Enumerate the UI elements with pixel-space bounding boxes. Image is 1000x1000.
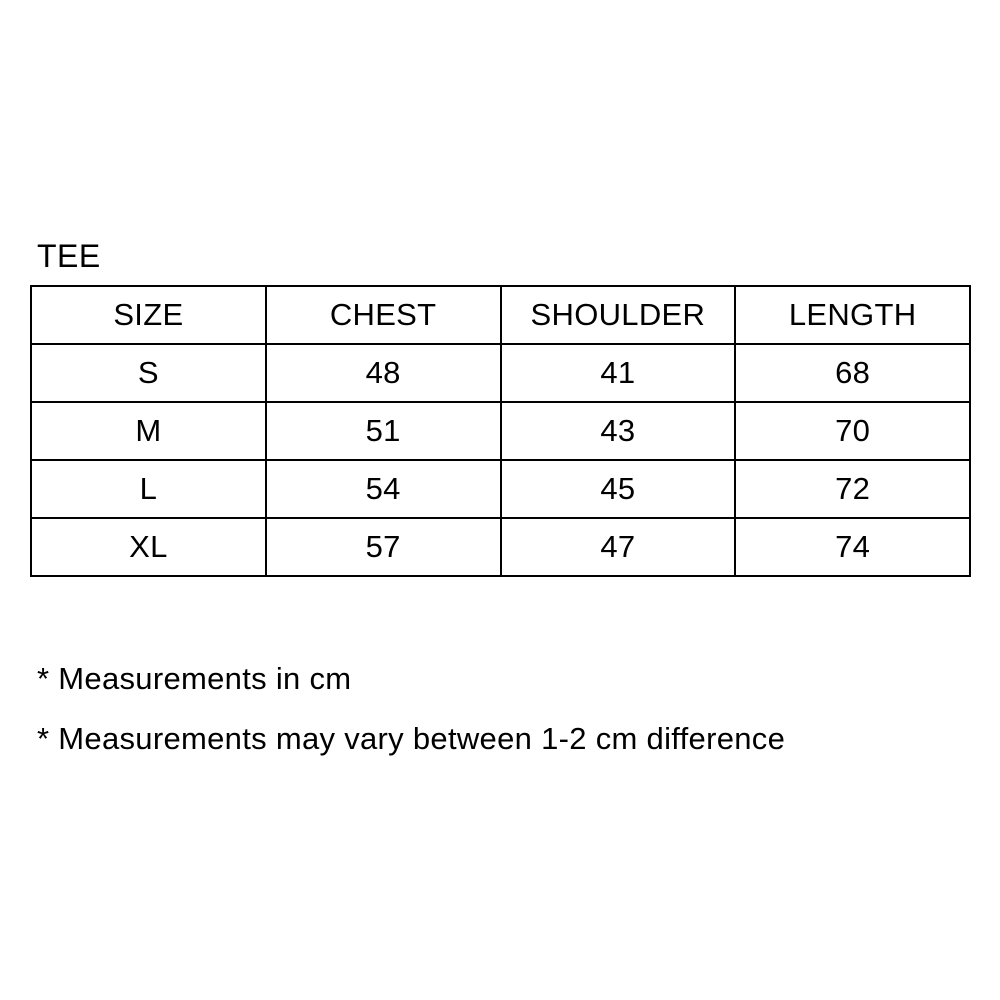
cell-chest: 48 [266,344,501,402]
note-units: * Measurements in cm [37,661,352,696]
cell-shoulder: 43 [501,402,736,460]
table-header-row [31,286,970,344]
cell-size: M [31,402,266,460]
cell-length: 72 [735,460,970,518]
chart-title: TEE [37,238,101,274]
cell-shoulder: 45 [501,460,736,518]
cell-shoulder: 47 [501,518,736,576]
table-row [31,460,970,518]
cell-length: 68 [735,344,970,402]
header-chest: CHEST [266,286,501,344]
header-length: LENGTH [735,286,970,344]
size-table [30,285,971,577]
cell-length: 74 [735,518,970,576]
cell-chest: 57 [266,518,501,576]
cell-size: S [31,344,266,402]
header-size: SIZE [31,286,266,344]
cell-chest: 51 [266,402,501,460]
cell-shoulder: 41 [501,344,736,402]
cell-size: L [31,460,266,518]
cell-length: 70 [735,402,970,460]
table-row [31,344,970,402]
table-row [31,518,970,576]
header-shoulder: SHOULDER [501,286,736,344]
table-row [31,402,970,460]
cell-size: XL [31,518,266,576]
note-variance: * Measurements may vary between 1-2 cm difference [37,721,786,756]
cell-chest: 54 [266,460,501,518]
